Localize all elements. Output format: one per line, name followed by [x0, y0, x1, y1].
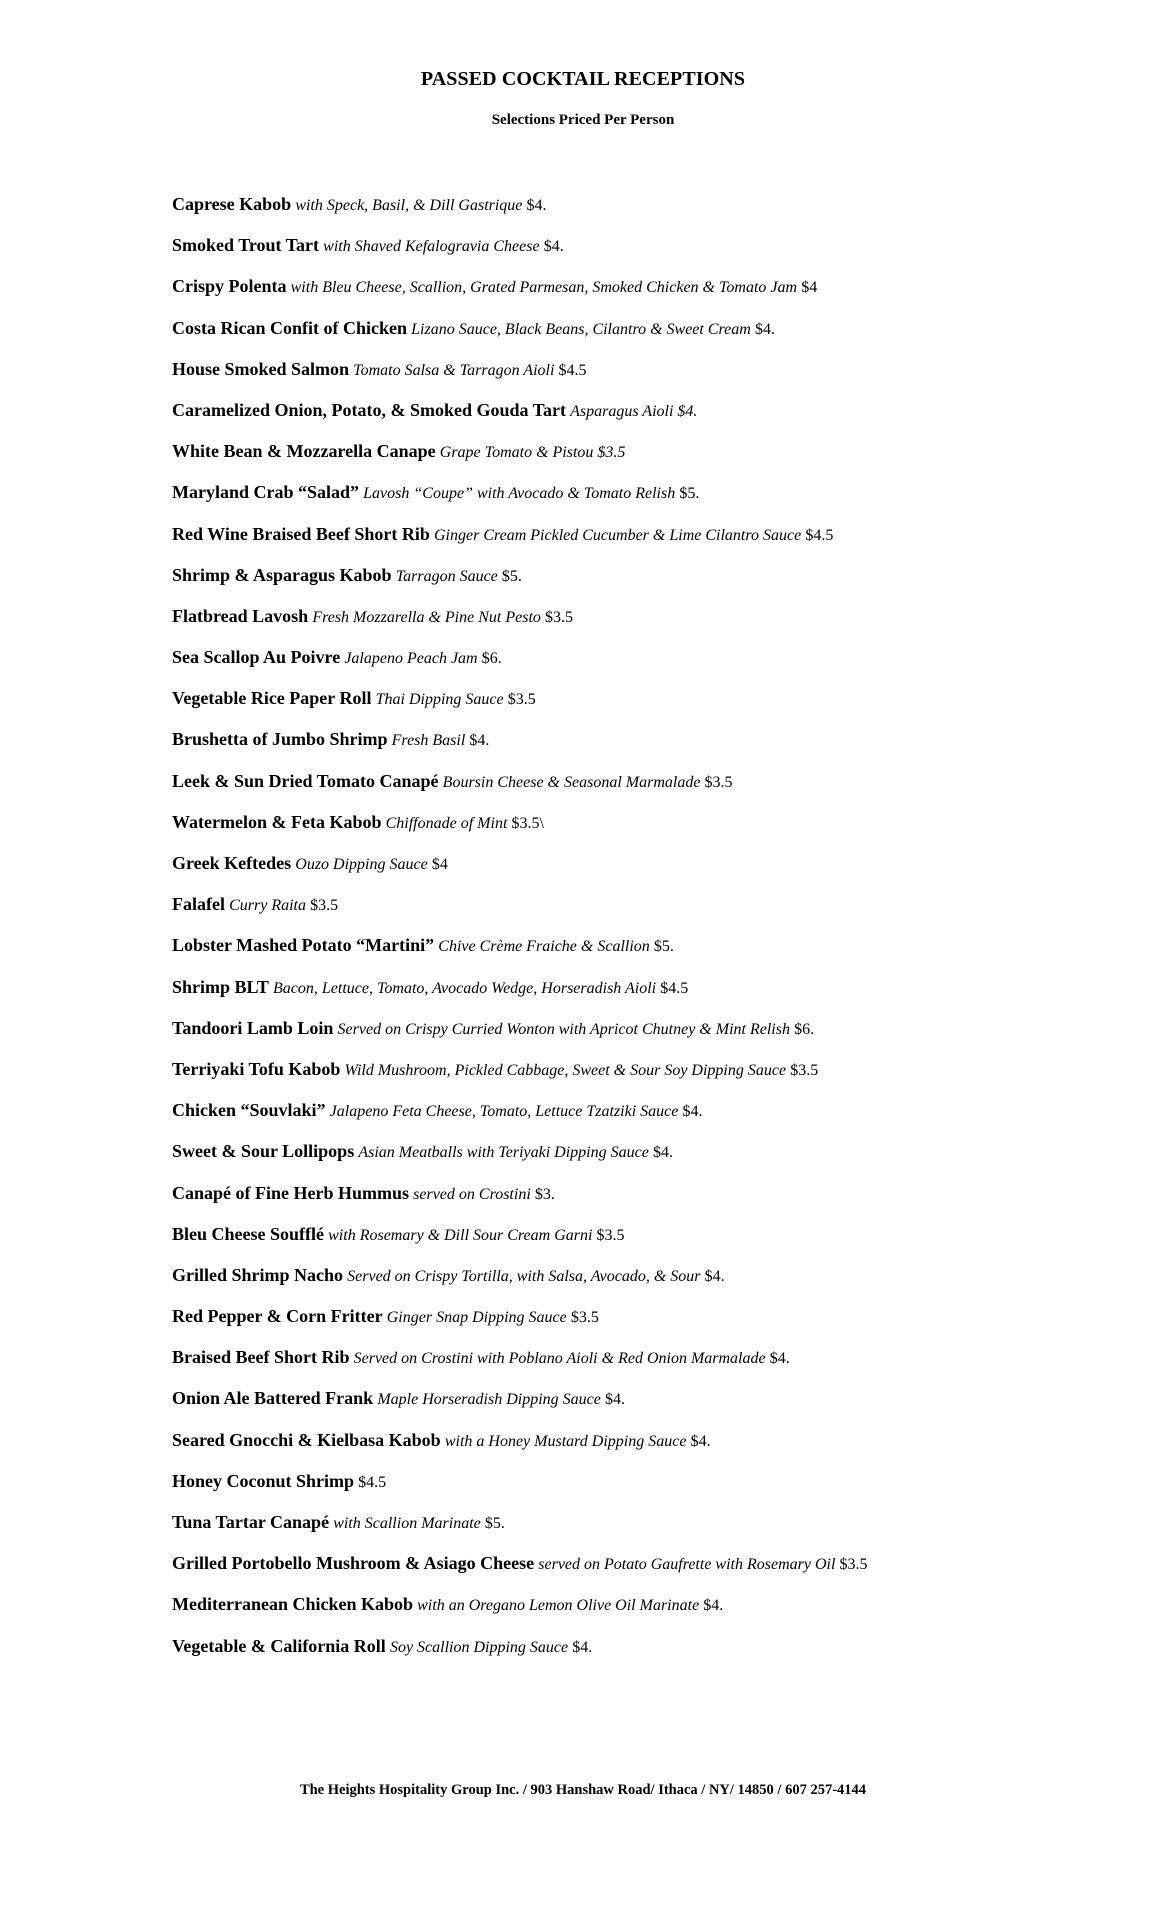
menu-item-name: House Smoked Salmon — [172, 358, 350, 379]
menu-item-name: Grilled Portobello Mushroom & Asiago Cheese — [172, 1553, 535, 1574]
menu-item-name: Caprese Kabob — [172, 194, 292, 214]
menu-item — [172, 1345, 1072, 1386]
menu-item-price: $3.5 — [545, 608, 574, 626]
menu-item — [172, 1634, 1072, 1675]
menu-item-description: Ginger Cream Pickled Cucumber & Lime Cilantro Sauce — [433, 526, 802, 544]
menu-item-description: Asian Meatballs with Teriyaki Dipping Sauce — [358, 1144, 649, 1162]
menu-item-price: $3.5 — [507, 691, 536, 709]
menu-item-name: Falafel — [172, 894, 225, 915]
menu-item-name: Seared Gnocchi & Kielbasa Kabob — [172, 1429, 441, 1450]
menu-item-name: Brushetta of Jumbo Shrimp — [172, 729, 388, 750]
menu-item-price: $4. — [682, 1103, 703, 1121]
menu-item-description: Lizano Sauce, Black Beans, Cilantro & Sweet Cream — [411, 320, 751, 338]
menu-item — [172, 1469, 1072, 1510]
menu-item-price: $3.5 — [596, 1226, 625, 1244]
menu-item-description: Curry Raita — [229, 897, 306, 915]
menu-item-description: with Rosemary & Dill Sour Cream Garni — [328, 1226, 593, 1244]
menu-item-description: Fresh Basil — [391, 732, 466, 750]
menu-item-price: $4 — [431, 856, 448, 873]
menu-item-name: Flatbread Lavosh — [172, 605, 309, 626]
menu-item-description: Served on Crostini with Poblano Aioli & Red Onion Marmalade — [353, 1350, 766, 1368]
menu-item — [172, 274, 1072, 315]
menu-item-description: Jalapeno Feta Cheese, Tomato, Lettuce Tzatziki Sauce — [329, 1103, 679, 1121]
menu-item-name: Sea Scallop Au Poivre — [172, 647, 341, 668]
menu-item-name: Terriyaki Tofu Kabob — [172, 1058, 341, 1079]
menu-item-name: White Bean & Mozzarella Canape — [172, 441, 436, 462]
menu-item — [172, 398, 1072, 439]
menu-item-description: Chiffonade of Mint — [385, 814, 508, 832]
menu-item-name: Onion Ale Battered Frank — [172, 1388, 374, 1409]
menu-item — [172, 1551, 1072, 1592]
footer-contact: The Heights Hospitality Group Inc. / 903 Hanshaw Road/ Ithaca / NY/ 14850 / 607 257-4144 — [299, 1782, 867, 1798]
menu-item-description: Boursin Cheese & Seasonal Marmalade — [442, 773, 701, 791]
menu-item-name: Red Wine Braised Beef Short Rib — [172, 523, 430, 544]
menu-item-price: $3. — [534, 1185, 555, 1203]
menu-item — [172, 727, 1072, 768]
menu-item — [172, 522, 1072, 563]
menu-item — [172, 1016, 1072, 1057]
menu-item-price: $3.5 — [704, 773, 733, 791]
menu-item — [172, 1222, 1072, 1263]
menu-item-description: with a Honey Mustard Dipping Sauce — [444, 1432, 687, 1450]
menu-item-price: $4. — [704, 1267, 725, 1285]
menu-item-price: $4. — [526, 197, 547, 214]
menu-item — [172, 810, 1072, 851]
menu-item — [172, 686, 1072, 727]
menu-item-name: Vegetable & California Roll — [172, 1635, 386, 1656]
menu-item-price: $4. — [469, 732, 490, 750]
menu-item-description: Fresh Mozzarella & Pine Nut Pesto — [312, 608, 541, 626]
menu-item-price: $4. — [604, 1391, 625, 1409]
menu-item-price: $4.5 — [805, 526, 834, 544]
menu-item-price: $3.5 — [790, 1061, 819, 1079]
menu-item — [172, 316, 1072, 357]
menu-item-name: Leek & Sun Dried Tomato Canapé — [172, 770, 439, 791]
menu-item — [172, 1428, 1072, 1469]
menu-item — [172, 357, 1072, 398]
menu-item-name: Canapé of Fine Herb Hummus — [172, 1182, 410, 1203]
menu-item-description: Served on Crispy Tortilla, with Salsa, Avocado, & Sour — [347, 1267, 701, 1285]
menu-item — [172, 439, 1072, 480]
menu-list — [172, 192, 1072, 1675]
menu-item-name: Grilled Shrimp Nacho — [172, 1264, 344, 1285]
menu-item-name: Watermelon & Feta Kabob — [172, 811, 382, 832]
menu-item-name: Chicken “Souvlaki” — [172, 1100, 326, 1121]
menu-item — [172, 480, 1072, 521]
menu-item-description: Bacon, Lettuce, Tomato, Avocado Wedge, Horseradish Aioli — [273, 979, 657, 997]
menu-item-name: Shrimp BLT — [172, 976, 269, 997]
menu-item-name: Shrimp & Asparagus Kabob — [172, 564, 392, 585]
page-subtitle: Selections Priced Per Person — [491, 112, 675, 128]
menu-item-name: Lobster Mashed Potato “Martini” — [172, 935, 435, 956]
menu-item — [172, 892, 1072, 933]
menu-item-price: $4. — [652, 1144, 673, 1162]
menu-item-price: $4. — [690, 1432, 711, 1450]
menu-item-price: $4. — [769, 1350, 790, 1368]
menu-item-description: Lavosh “Coupe” with Avocado & Tomato Relish — [363, 485, 676, 503]
menu-item-description: with Shaved Kefalogravia Cheese — [323, 238, 540, 256]
menu-item-description: Tomato Salsa & Tarragon Aioli — [353, 361, 555, 379]
menu-item — [172, 1181, 1072, 1222]
menu-item-price: $5. — [501, 567, 522, 585]
menu-item — [172, 1304, 1072, 1345]
menu-item — [172, 1139, 1072, 1180]
menu-item-name: Maryland Crab “Salad” — [172, 482, 360, 503]
menu-item-price: $4 — [801, 279, 818, 297]
menu-item — [172, 1263, 1072, 1304]
menu-item-description: Ginger Snap Dipping Sauce — [386, 1309, 567, 1327]
menu-item — [172, 1098, 1072, 1139]
menu-item — [172, 645, 1072, 686]
menu-item-description: Maple Horseradish Dipping Sauce — [377, 1391, 601, 1409]
menu-item-price: $5. — [653, 938, 674, 956]
menu-item-description: Thai Dipping Sauce — [375, 691, 504, 709]
menu-item — [172, 233, 1072, 274]
menu-item-description: Served on Crispy Curried Wonton with Apricot Chutney & Mint Relish — [337, 1020, 790, 1038]
menu-item-price: $4.5 — [558, 361, 587, 379]
menu-item-name: Red Pepper & Corn Fritter — [172, 1306, 383, 1327]
menu-item — [172, 1386, 1072, 1427]
menu-item-description: Grape Tomato & Pistou $3.5 — [439, 444, 626, 462]
menu-item-description: Ouzo Dipping Sauce — [295, 856, 428, 873]
menu-item-price: $6. — [481, 650, 502, 668]
menu-item-description: served on Crostini — [413, 1185, 531, 1203]
menu-item-name: Tuna Tartar Canapé — [172, 1512, 330, 1532]
menu-item-name: Sweet & Sour Lollipops — [172, 1141, 355, 1162]
menu-item-price: $3.5\ — [511, 814, 544, 832]
page-title: PASSED COCKTAIL RECEPTIONS — [420, 68, 746, 90]
menu-item-name: Crispy Polenta — [172, 276, 287, 297]
menu-item — [172, 604, 1072, 645]
menu-item-name: Tandoori Lamb Loin — [172, 1017, 334, 1038]
menu-item-description: Wild Mushroom, Pickled Cabbage, Sweet & Sour Soy Dipping Sauce — [344, 1061, 787, 1079]
menu-item-price: $4. — [754, 320, 775, 338]
menu-item — [172, 975, 1072, 1016]
menu-item-name: Vegetable Rice Paper Roll — [172, 688, 372, 709]
menu-item-price: $6. — [794, 1020, 815, 1038]
menu-item — [172, 1057, 1072, 1098]
menu-item-price: $3.5 — [839, 1556, 868, 1574]
menu-item-description: Soy Scallion Dipping Sauce — [389, 1638, 569, 1656]
menu-item-description: Chive Crème Fraiche & Scallion — [438, 938, 650, 956]
menu-item-description: served on Potato Gaufrette with Rosemary Oil — [538, 1556, 836, 1574]
menu-item-price: $4. — [703, 1597, 724, 1615]
menu-item-price: $5. — [484, 1515, 505, 1532]
menu-item-name: Smoked Trout Tart — [172, 235, 320, 256]
menu-item-price: $4. — [572, 1638, 593, 1656]
menu-item-description: with Speck, Basil, & Dill Gastrique — [295, 197, 523, 214]
menu-item-name: Caramelized Onion, Potato, & Smoked Gouda Tart — [172, 399, 567, 420]
menu-item — [172, 851, 1072, 892]
menu-item-price: $4.5 — [660, 979, 689, 997]
menu-item-name: Greek Keftedes — [172, 853, 292, 873]
menu-item — [172, 563, 1072, 604]
menu-item-name: Bleu Cheese Soufflé — [172, 1223, 324, 1244]
menu-item-name: Honey Coconut Shrimp — [172, 1470, 355, 1491]
menu-item-price: $3.5 — [310, 897, 339, 915]
menu-item-price: $4. — [543, 238, 564, 256]
menu-item-name: Braised Beef Short Rib — [172, 1347, 350, 1368]
menu-item-price: $5. — [679, 485, 700, 503]
menu-item — [172, 1592, 1072, 1633]
menu-item-name: Costa Rican Confit of Chicken — [172, 317, 408, 338]
menu-item — [172, 192, 1072, 233]
menu-item-description: Asparagus Aioli $4. — [570, 402, 698, 420]
menu-item-description: with an Oregano Lemon Olive Oil Marinate — [417, 1597, 700, 1615]
menu-item — [172, 1510, 1072, 1551]
menu-item-price: $4.5 — [358, 1473, 387, 1491]
menu-item-description: Tarragon Sauce — [395, 567, 498, 585]
menu-item-description: with Scallion Marinate — [333, 1515, 481, 1532]
menu-item-description: with Bleu Cheese, Scallion, Grated Parmesan, Smoked Chicken & Tomato Jam — [290, 279, 798, 297]
menu-item-price: $3.5 — [570, 1309, 599, 1327]
menu-item — [172, 769, 1072, 810]
menu-item — [172, 933, 1072, 974]
menu-item-description: Jalapeno Peach Jam — [344, 650, 478, 668]
menu-item-name: Mediterranean Chicken Kabob — [172, 1594, 413, 1615]
